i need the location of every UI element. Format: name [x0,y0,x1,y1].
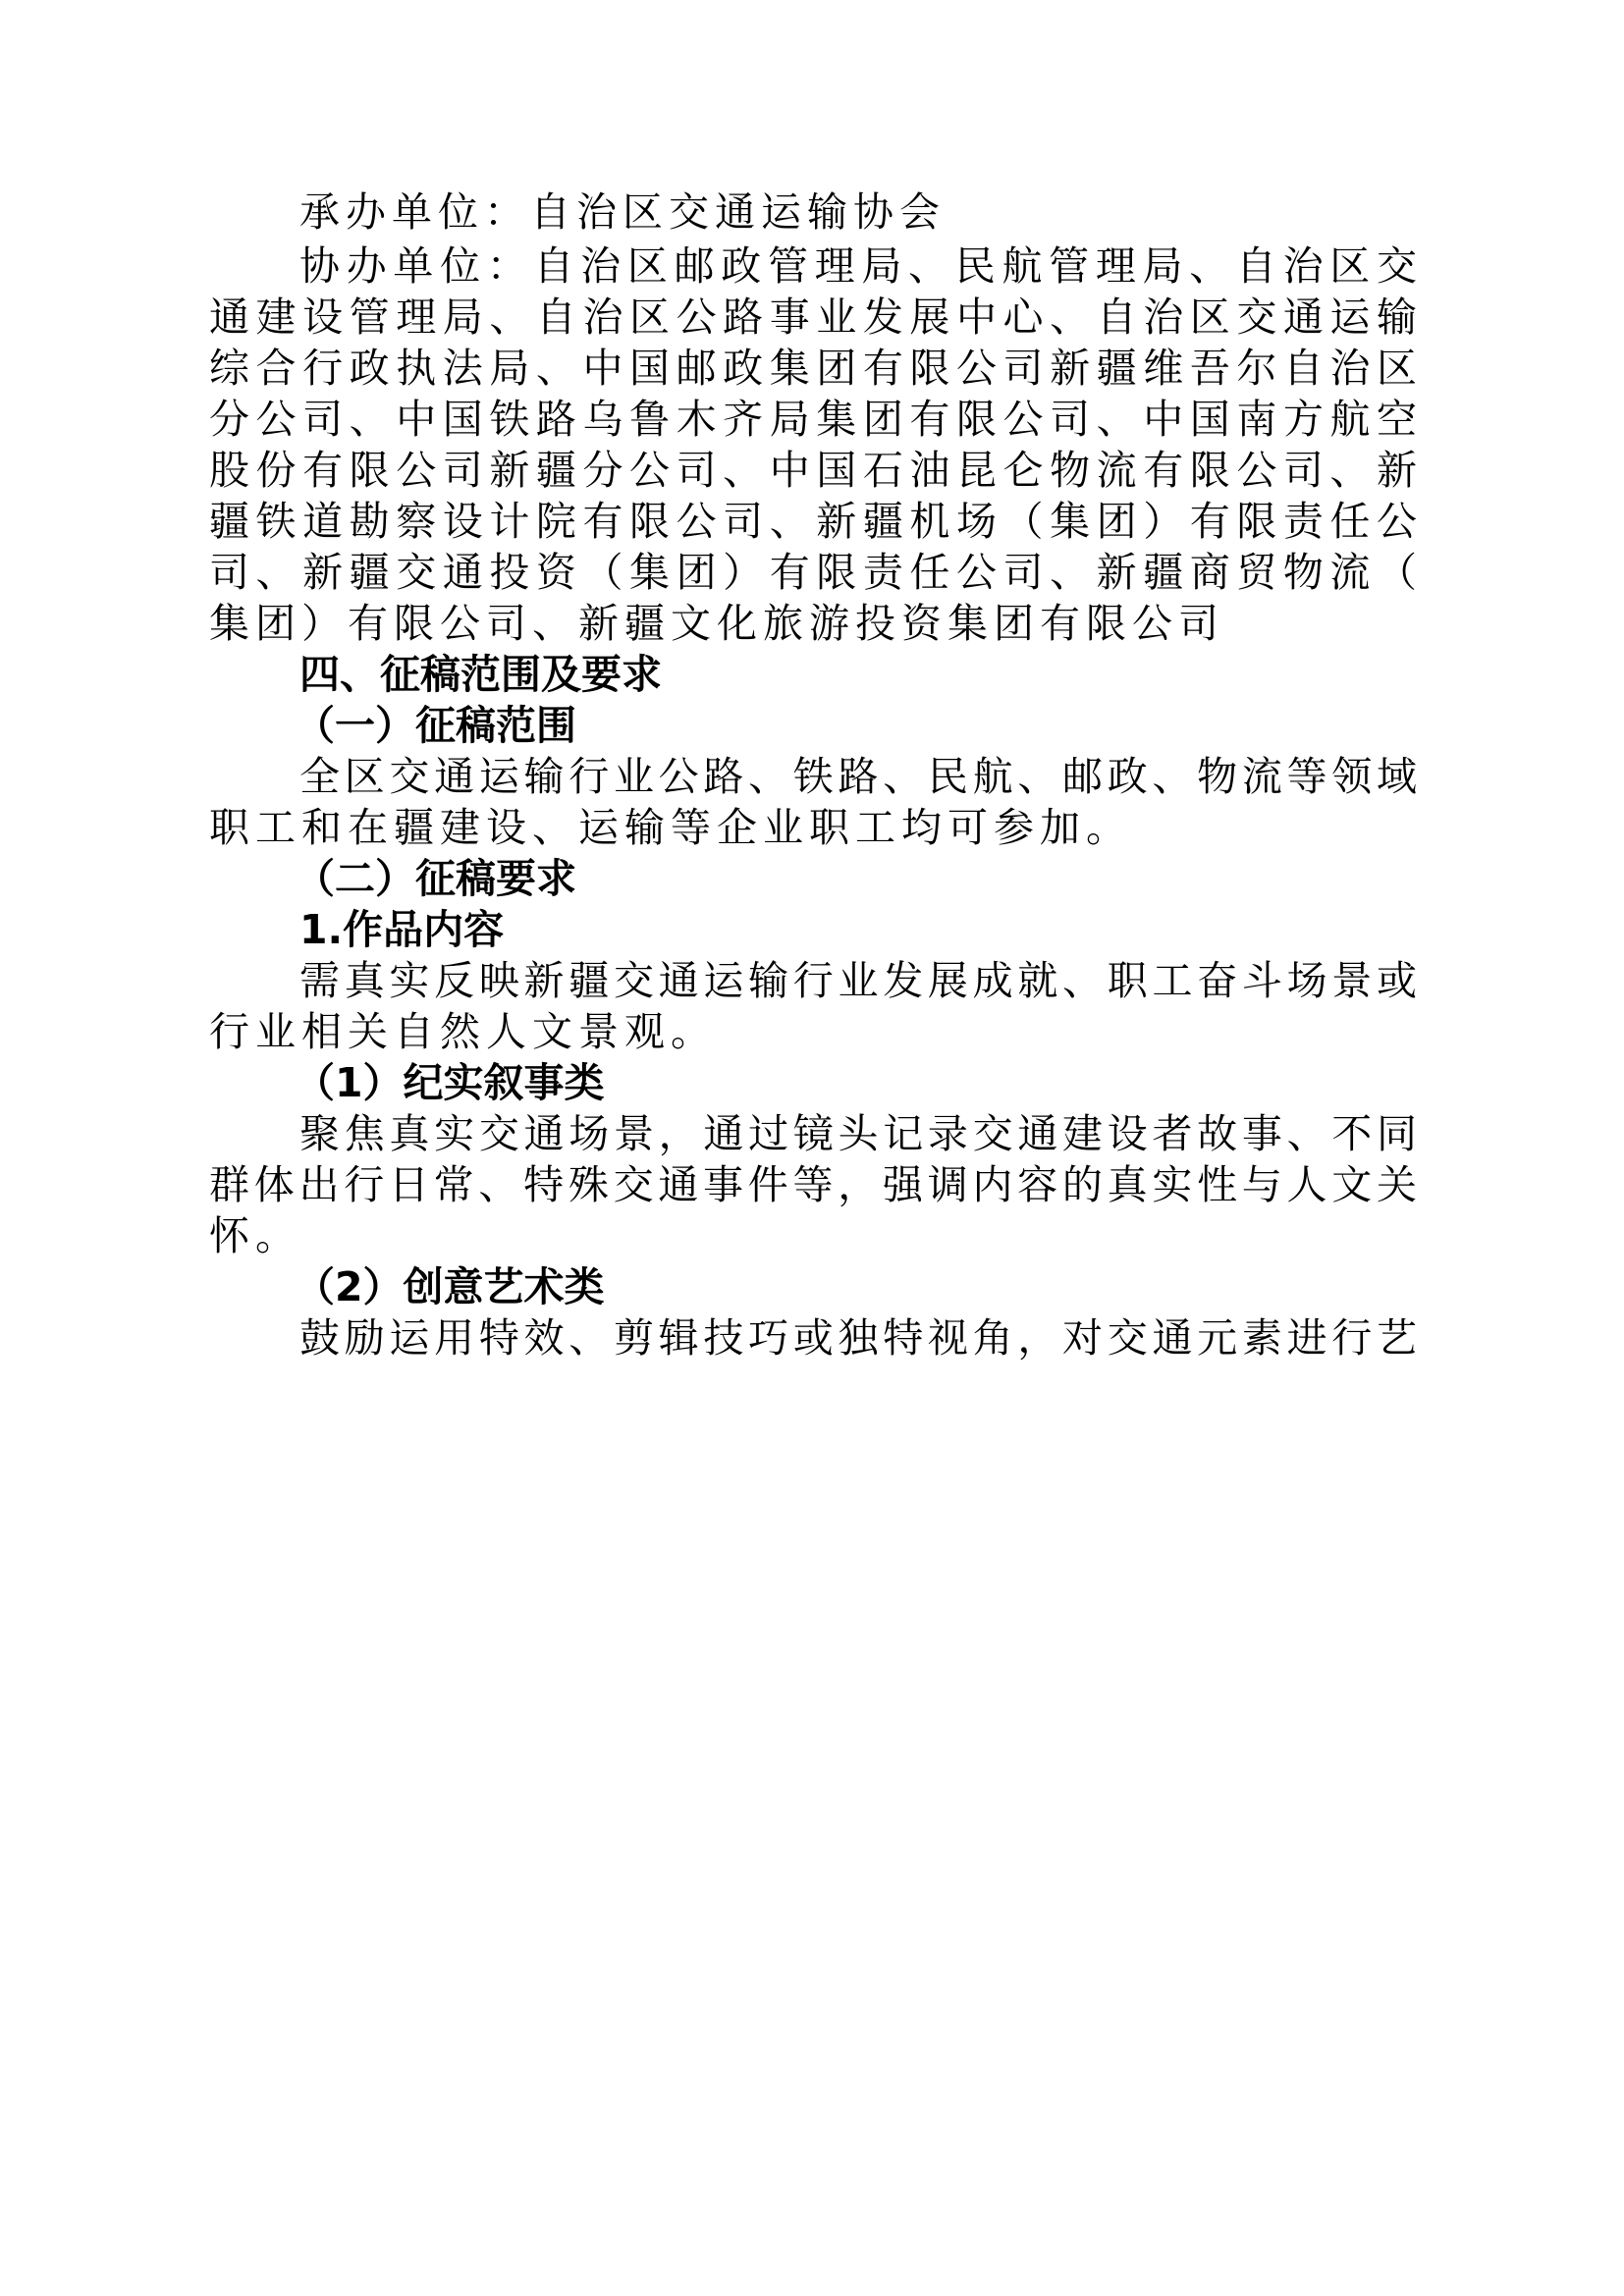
sub1-text-line-2: 职工和在疆建设、运输等企业职工均可参加。 [209,804,1132,851]
co-units-line-5: 股份有限公司新疆分公司、中国石油昆仑物流有限公司、新 [209,447,1417,494]
co-units-line-3: 综合行政执法局、中国邮政集团有限公司新疆维吾尔自治区 [209,345,1417,392]
item1-text-line-1: 需真实反映新疆交通运输行业发展成就、职工奋斗场景或 [299,957,1417,1004]
cat1-text-line-2: 群体出行日常、特殊交通事件等，强调内容的真实性与人文关 [209,1161,1417,1208]
item-1-heading: 1.作品内容 [299,906,505,953]
co-units-line-2: 通建设管理局、自治区公路事业发展中心、自治区交通运输 [209,294,1417,341]
cat1-text-line-1: 聚焦真实交通场景，通过镜头记录交通建设者故事、不同 [299,1110,1417,1157]
subsection-2-heading: （二）征稿要求 [295,855,576,902]
category-1-heading: （1）纪实叙事类 [295,1059,605,1106]
co-units-line-6: 疆铁道勘察设计院有限公司、新疆机场（集团）有限责任公 [209,498,1417,545]
co-units-line-8: 集团）有限公司、新疆文化旅游投资集团有限公司 [209,600,1224,647]
category-2-heading: （2）创意艺术类 [295,1263,605,1310]
section-4-heading: 四、征稿范围及要求 [299,651,662,698]
cat2-text-line-1: 鼓励运用特效、剪辑技巧或独特视角，对交通元素进行艺 [299,1314,1417,1362]
co-units-line-4: 分公司、中国铁路乌鲁木齐局集团有限公司、中国南方航空 [209,396,1417,443]
subsection-1-heading: （一）征稿范围 [295,702,576,749]
co-units-line-7: 司、新疆交通投资（集团）有限责任公司、新疆商贸物流（ [209,549,1417,596]
sub1-text-line-1: 全区交通运输行业公路、铁路、民航、邮政、物流等领域 [299,753,1417,800]
host-unit-line: 承办单位：自治区交通运输协会 [299,188,946,236]
item1-text-line-2: 行业相关自然人文景观。 [209,1008,717,1055]
cat1-text-line-3: 怀。 [209,1212,301,1259]
co-units-line-1: 协办单位：自治区邮政管理局、民航管理局、自治区交 [299,242,1417,290]
